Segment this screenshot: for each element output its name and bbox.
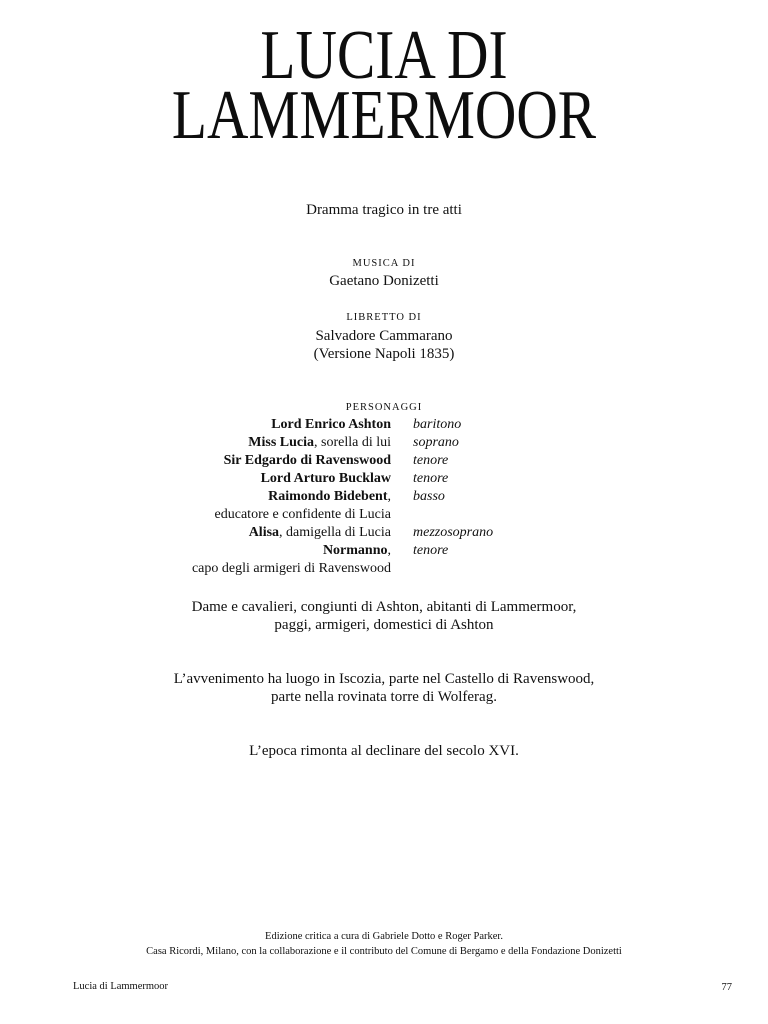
character-row — [0, 416, 768, 434]
character-list — [0, 416, 768, 578]
character-name: Lord Enrico Ashton — [271, 417, 391, 432]
voice-type: mezzosoprano — [413, 525, 494, 540]
setting-line-1: L’avvenimento ha luogo in Iscozia, parte nel Castello di Ravenswood, — [173, 671, 595, 687]
chorus-line-1: Dame e cavalieri, congiunti di Ashton, abitanti di Lammermoor, — [191, 599, 577, 615]
character-desc: , — [387, 543, 391, 558]
running-title: Lucia di Lammermoor — [73, 981, 169, 992]
voice-type: basso — [413, 489, 445, 504]
character-desc: , — [387, 489, 391, 504]
character-row — [0, 470, 768, 488]
page-number: 77 — [721, 982, 732, 993]
voice-type: tenore — [413, 543, 449, 558]
character-desc: , sorella di lui — [314, 435, 391, 450]
character-row — [0, 488, 768, 506]
voice-type: tenore — [413, 471, 449, 486]
opera-title — [69, 17, 699, 154]
chorus-line-2: paggi, armigeri, domestici di Ashton — [274, 617, 494, 633]
character-row — [0, 434, 768, 452]
character-name: Sir Edgardo di Ravenswood — [223, 453, 391, 468]
character-name: Lord Arturo Bucklaw — [260, 471, 391, 486]
character-row — [0, 506, 768, 524]
librettist-name: Salvadore Cammarano — [315, 328, 453, 344]
characters-label: PERSONAGGI — [345, 402, 423, 413]
edition-line-2: Casa Ricordi, Milano, con la collaborazione e il contributo del Comune di Bergamo e della Fondazione Donizetti — [146, 946, 622, 957]
character-name: Miss Lucia — [248, 435, 314, 450]
version-note: (Versione Napoli 1835) — [313, 346, 455, 362]
character-desc: , damigella di Lucia — [279, 525, 391, 540]
character-row — [0, 542, 768, 560]
title-line-2: LAMMERMOOR — [171, 77, 597, 154]
character-row — [0, 560, 768, 578]
composer-name: Gaetano Donizetti — [329, 273, 439, 289]
title-line-1: LUCIA DI — [260, 17, 508, 94]
edition-line-1: Edizione critica a cura di Gabriele Dotto e Roger Parker. — [265, 931, 503, 942]
character-name: Raimondo Bidebent — [268, 489, 388, 504]
character-desc: educatore e confidente di Lucia — [214, 507, 391, 522]
character-row — [0, 452, 768, 470]
libretto-label: LIBRETTO DI — [346, 312, 422, 323]
character-name: Alisa — [248, 525, 280, 540]
character-desc: capo degli armigeri di Ravenswood — [191, 561, 391, 576]
music-label: MUSICA DI — [352, 258, 416, 269]
character-name: Normanno — [322, 543, 388, 558]
voice-type: tenore — [413, 453, 449, 468]
epoch-line: L’epoca rimonta al declinare del secolo XVI. — [249, 743, 519, 759]
voice-type: baritono — [413, 417, 462, 432]
character-row — [0, 524, 768, 542]
subtitle: Dramma tragico in tre atti — [306, 202, 462, 218]
voice-type: soprano — [413, 435, 459, 450]
setting-line-2: parte nella rovinata torre di Wolferag. — [271, 689, 497, 705]
